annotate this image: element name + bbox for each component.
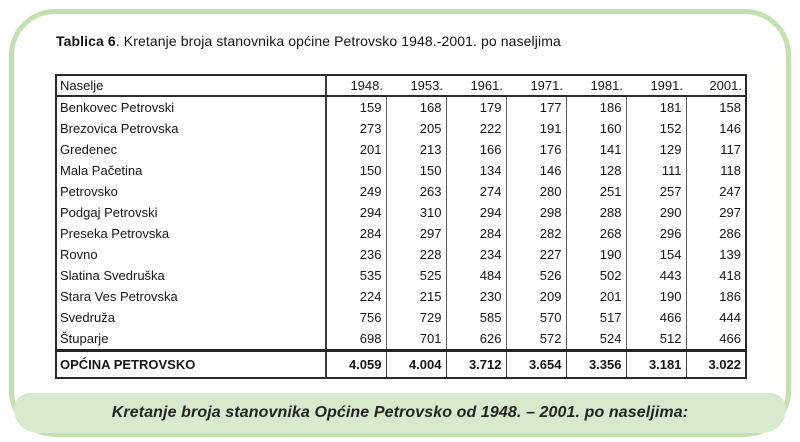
population-value-cell: 525: [386, 265, 446, 286]
population-value-cell: 294: [326, 202, 386, 223]
total-value-cell: 3.654: [506, 351, 566, 379]
population-value-cell: 209: [506, 286, 566, 307]
header-cell-year: 2001.: [686, 75, 746, 96]
table-title-text: . Kretanje broja stanovnika općine Petrovsko 1948.-2001. po naseljima: [115, 33, 561, 49]
table-row: [56, 160, 746, 181]
table-row: [56, 118, 746, 139]
population-value-cell: 729: [386, 307, 446, 328]
table-row: [56, 96, 746, 118]
population-value-cell: 263: [386, 181, 446, 202]
total-value-cell: 4.059: [326, 351, 386, 379]
population-value-cell: 230: [446, 286, 506, 307]
population-value-cell: 234: [446, 244, 506, 265]
population-value-cell: 466: [686, 328, 746, 351]
population-value-cell: 134: [446, 160, 506, 181]
population-value-cell: 201: [566, 286, 626, 307]
population-value-cell: 517: [566, 307, 626, 328]
table-row: [56, 265, 746, 286]
population-value-cell: 190: [566, 244, 626, 265]
population-value-cell: 224: [326, 286, 386, 307]
population-value-cell: 166: [446, 139, 506, 160]
table-row: [56, 223, 746, 244]
population-value-cell: 158: [686, 96, 746, 118]
population-value-cell: 191: [506, 118, 566, 139]
header-cell-year: 1948.: [326, 75, 386, 96]
settlement-name-cell: Svedruža: [56, 307, 326, 328]
population-value-cell: 177: [506, 96, 566, 118]
population-value-cell: 296: [626, 223, 686, 244]
table-row: [56, 328, 746, 351]
total-value-cell: 3.181: [626, 351, 686, 379]
total-value-cell: 3.356: [566, 351, 626, 379]
population-value-cell: 268: [566, 223, 626, 244]
population-value-cell: 418: [686, 265, 746, 286]
population-value-cell: 280: [506, 181, 566, 202]
header-cell-year: 1971.: [506, 75, 566, 96]
population-value-cell: 150: [386, 160, 446, 181]
population-value-cell: 129: [626, 139, 686, 160]
population-value-cell: 117: [686, 139, 746, 160]
population-value-cell: 152: [626, 118, 686, 139]
population-value-cell: 186: [686, 286, 746, 307]
population-value-cell: 290: [626, 202, 686, 223]
population-value-cell: 524: [566, 328, 626, 351]
population-value-cell: 284: [446, 223, 506, 244]
header-cell-year: 1953.: [386, 75, 446, 96]
population-value-cell: 701: [386, 328, 446, 351]
total-value-cell: 3.022: [686, 351, 746, 379]
settlement-name-cell: Petrovsko: [56, 181, 326, 202]
population-value-cell: 141: [566, 139, 626, 160]
population-value-cell: 444: [686, 307, 746, 328]
population-value-cell: 286: [686, 223, 746, 244]
table-title: [56, 33, 561, 49]
settlement-name-cell: Slatina Svedruška: [56, 265, 326, 286]
population-value-cell: 273: [326, 118, 386, 139]
table-row: [56, 307, 746, 328]
total-name-cell: OPĆINA PETROVSKO: [56, 351, 326, 379]
population-value-cell: 257: [626, 181, 686, 202]
population-value-cell: 236: [326, 244, 386, 265]
population-value-cell: 111: [626, 160, 686, 181]
population-value-cell: 139: [686, 244, 746, 265]
total-row: [56, 351, 746, 379]
population-value-cell: 297: [386, 223, 446, 244]
population-value-cell: 484: [446, 265, 506, 286]
table-title-label: Tablica 6: [56, 33, 116, 49]
table-row: [56, 244, 746, 265]
population-value-cell: 698: [326, 328, 386, 351]
population-value-cell: 274: [446, 181, 506, 202]
population-value-cell: 227: [506, 244, 566, 265]
table-row: [56, 139, 746, 160]
population-value-cell: 443: [626, 265, 686, 286]
population-value-cell: 215: [386, 286, 446, 307]
settlement-name-cell: Brezovica Petrovska: [56, 118, 326, 139]
population-value-cell: 146: [686, 118, 746, 139]
settlement-name-cell: Preseka Petrovska: [56, 223, 326, 244]
total-value-cell: 3.712: [446, 351, 506, 379]
population-value-cell: 228: [386, 244, 446, 265]
header-cell-year: 1981.: [566, 75, 626, 96]
population-value-cell: 190: [626, 286, 686, 307]
population-value-cell: 146: [506, 160, 566, 181]
settlement-name-cell: Rovno: [56, 244, 326, 265]
table-row: [56, 286, 746, 307]
population-table-wrap: [55, 74, 747, 379]
population-value-cell: 298: [506, 202, 566, 223]
caption-text: Kretanje broja stanovnika Općine Petrovsko od 1948. – 2001. po naseljima:: [111, 404, 689, 421]
population-value-cell: 294: [446, 202, 506, 223]
population-value-cell: 466: [626, 307, 686, 328]
population-value-cell: 128: [566, 160, 626, 181]
population-value-cell: 150: [326, 160, 386, 181]
population-value-cell: 249: [326, 181, 386, 202]
population-value-cell: 205: [386, 118, 446, 139]
population-value-cell: 535: [326, 265, 386, 286]
population-value-cell: 201: [326, 139, 386, 160]
population-value-cell: 310: [386, 202, 446, 223]
population-value-cell: 181: [626, 96, 686, 118]
caption-band: [14, 393, 786, 433]
population-table: [55, 74, 747, 379]
population-value-cell: 168: [386, 96, 446, 118]
population-value-cell: 176: [506, 139, 566, 160]
population-value-cell: 512: [626, 328, 686, 351]
population-value-cell: 502: [566, 265, 626, 286]
population-value-cell: 282: [506, 223, 566, 244]
header-cell-year: 1961.: [446, 75, 506, 96]
table-body: [56, 96, 746, 351]
header-row: [56, 75, 746, 96]
population-value-cell: 284: [326, 223, 386, 244]
settlement-name-cell: Podgaj Petrovski: [56, 202, 326, 223]
population-value-cell: 570: [506, 307, 566, 328]
population-value-cell: 626: [446, 328, 506, 351]
population-value-cell: 247: [686, 181, 746, 202]
population-value-cell: 288: [566, 202, 626, 223]
population-value-cell: 585: [446, 307, 506, 328]
table-row: [56, 181, 746, 202]
population-value-cell: 118: [686, 160, 746, 181]
population-value-cell: 572: [506, 328, 566, 351]
population-value-cell: 222: [446, 118, 506, 139]
population-value-cell: 160: [566, 118, 626, 139]
settlement-name-cell: Benkovec Petrovski: [56, 96, 326, 118]
settlement-name-cell: Gredenec: [56, 139, 326, 160]
population-value-cell: 251: [566, 181, 626, 202]
header-cell-naselje: Naselje: [56, 75, 326, 96]
settlement-name-cell: Štuparje: [56, 328, 326, 351]
header-cell-year: 1991.: [626, 75, 686, 96]
total-value-cell: 4.004: [386, 351, 446, 379]
population-value-cell: 213: [386, 139, 446, 160]
population-value-cell: 297: [686, 202, 746, 223]
population-value-cell: 526: [506, 265, 566, 286]
population-value-cell: 756: [326, 307, 386, 328]
population-value-cell: 154: [626, 244, 686, 265]
population-value-cell: 159: [326, 96, 386, 118]
settlement-name-cell: Stara Ves Petrovska: [56, 286, 326, 307]
settlement-name-cell: Mala Pačetina: [56, 160, 326, 181]
population-value-cell: 179: [446, 96, 506, 118]
table-row: [56, 202, 746, 223]
population-value-cell: 186: [566, 96, 626, 118]
